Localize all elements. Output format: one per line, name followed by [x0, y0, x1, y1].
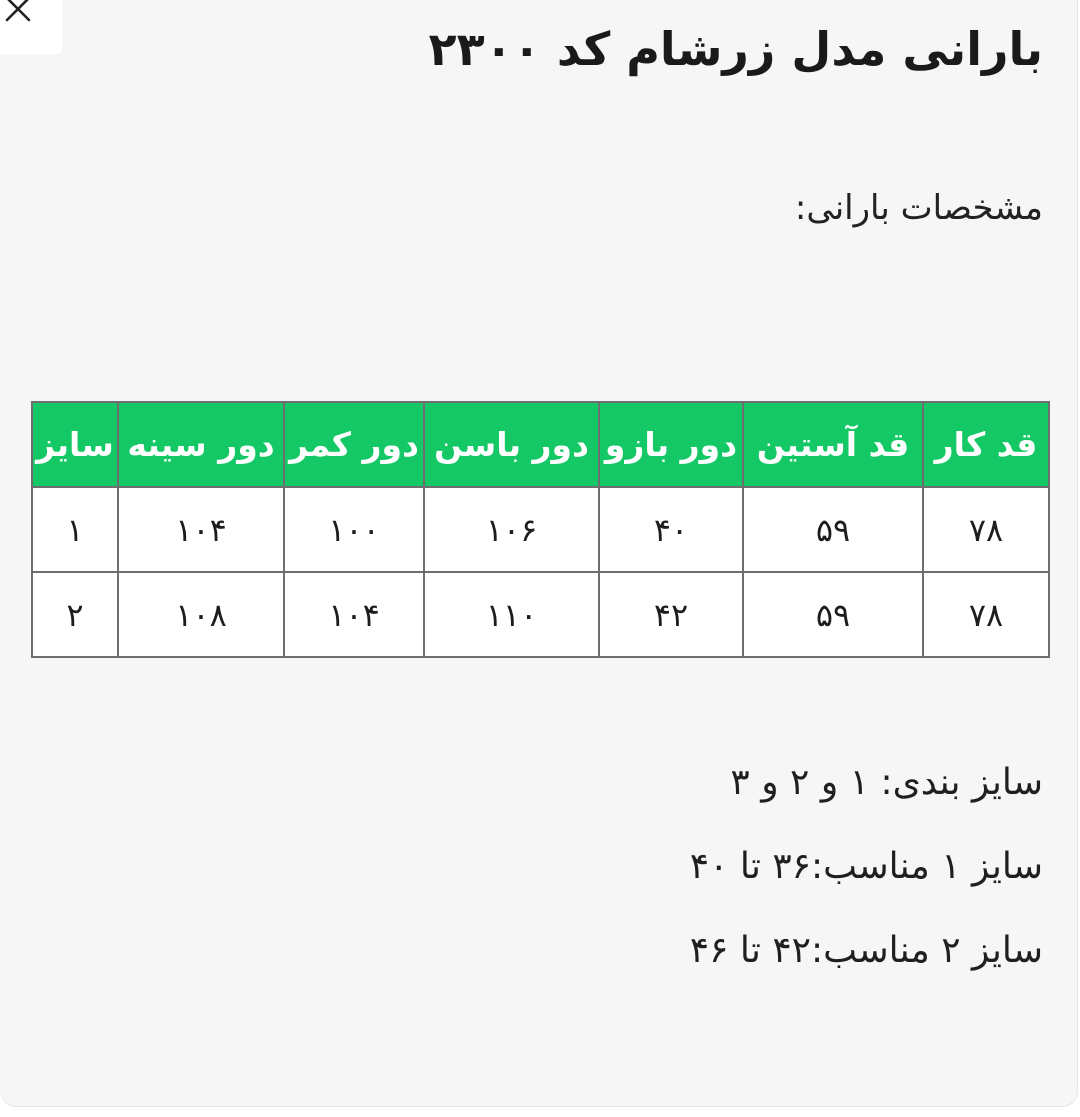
table-cell: ۱۰۸: [118, 572, 284, 657]
table-row: [32, 572, 1049, 657]
header-cell-chest-circumference: دور سینه: [118, 402, 284, 487]
table-cell: ۲: [32, 572, 118, 657]
table-cell: ۷۸: [923, 487, 1049, 572]
header-cell-length: قد کار: [923, 402, 1049, 487]
table-cell: ۱۰۶: [424, 487, 599, 572]
header-cell-hip-circumference: دور باسن: [424, 402, 599, 487]
table-cell: ۱۱۰: [424, 572, 599, 657]
close-button[interactable]: [0, 0, 62, 54]
table-cell: ۷۸: [923, 572, 1049, 657]
size-notes: [690, 758, 1043, 1010]
table-cell: ۴۲: [599, 572, 743, 657]
table-cell: ۱۰۴: [284, 572, 424, 657]
header-cell-arm-circumference: دور بازو: [599, 402, 743, 487]
header-cell-waist-circumference: دور کمر: [284, 402, 424, 487]
product-title: بارانی مدل زرشام کد ۲۳۰۰: [428, 22, 1043, 76]
table-cell: ۴۰: [599, 487, 743, 572]
size-2-fit-note: سایز ۲ مناسب:۴۲ تا ۴۶: [689, 930, 1043, 971]
table-cell: ۵۹: [743, 487, 923, 572]
size-1-fit-note: سایز ۱ مناسب:۳۶ تا ۴۰: [689, 846, 1043, 887]
table-cell: ۱۰۰: [284, 487, 424, 572]
header-cell-size: سایز: [32, 402, 118, 487]
specs-label: مشخصات بارانی:: [794, 188, 1043, 228]
table-cell: ۱۰۴: [118, 487, 284, 572]
table-row: [32, 487, 1049, 572]
close-icon: [3, 0, 33, 24]
header-cell-sleeve-length: قد آستین: [743, 402, 923, 487]
table-cell: ۱: [32, 487, 118, 572]
size-range-note: سایز بندی: ۱ و ۲ و ۳: [730, 762, 1043, 803]
table-header-row: [32, 402, 1049, 487]
table-cell: ۵۹: [743, 572, 923, 657]
size-table: [31, 401, 1050, 658]
